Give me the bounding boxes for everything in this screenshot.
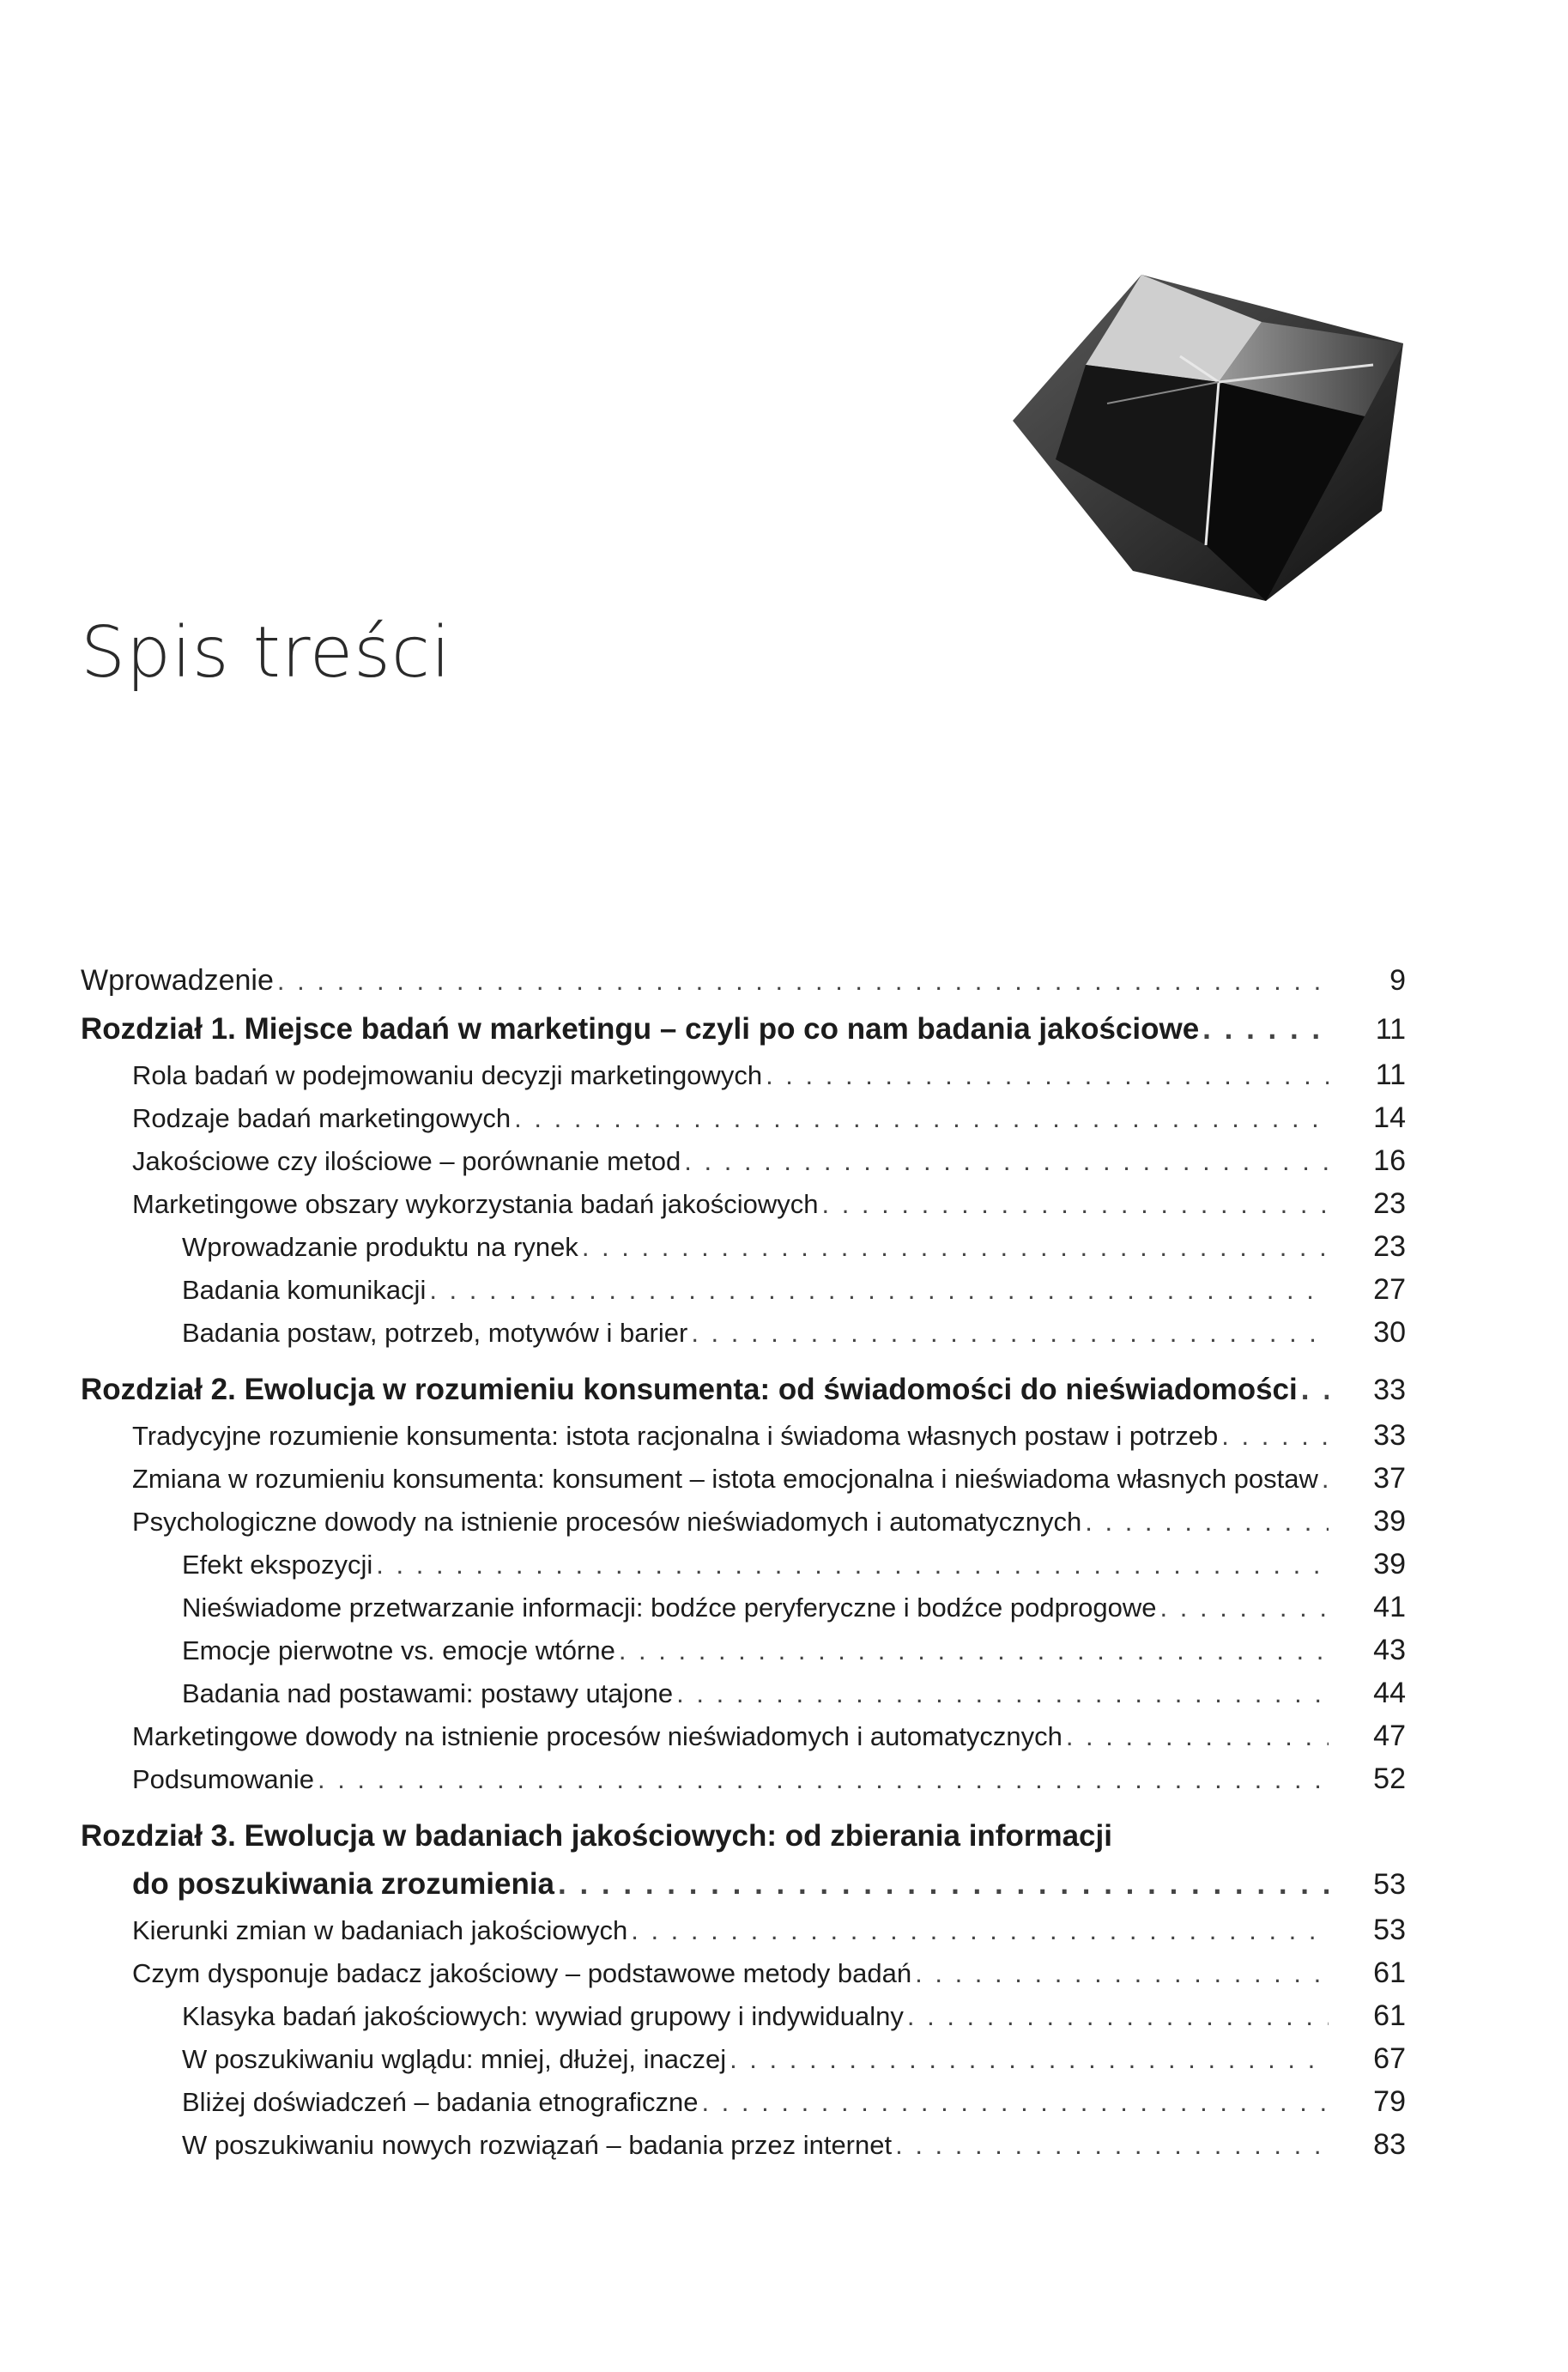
leader-dots <box>429 1269 1329 1312</box>
toc-entry-title: Badania postaw, potrzeb, motywów i barier <box>182 1318 688 1348</box>
toc-entry-title: Czym dysponuje badacz jakościowy – podstawowe metody badań <box>132 1958 912 1988</box>
chapter-3-title-line1[interactable]: Rozdział 3. Ewolucja w badaniach jakościowych: od zbierania informacji <box>81 1819 1112 1853</box>
leader-dots <box>631 1909 1329 1952</box>
leader-dots <box>619 1629 1329 1672</box>
toc-page-number: 23 <box>1373 1187 1406 1220</box>
toc-entry-title: Bliżej doświadczeń – badania etnograficzne <box>182 2087 699 2117</box>
toc-entry-title: Marketingowe dowody na istnienie procesów nieświadomych i automatycznych <box>132 1721 1062 1751</box>
leader-dots <box>730 2038 1329 2081</box>
toc-subentry[interactable] <box>81 1629 1406 1671</box>
toc-subentry[interactable] <box>81 1994 1406 2037</box>
toc-entry[interactable] <box>81 1500 1406 1543</box>
table-of-contents <box>81 959 1406 2166</box>
toc-subentry[interactable] <box>81 1225 1406 1268</box>
toc-entry[interactable] <box>81 1951 1406 1994</box>
toc-entry-title: Emocje pierwotne vs. emocje wtórne <box>182 1635 615 1665</box>
toc-entry[interactable] <box>81 1908 1406 1951</box>
toc-entry-title: Tradycyjne rozumienie konsumenta: istota racjonalna i świadoma własnych postaw i potrzeb <box>132 1421 1219 1451</box>
toc-page-number: 11 <box>1375 1059 1406 1091</box>
toc-page-number: 61 <box>1373 1956 1406 1989</box>
toc-subentry[interactable] <box>81 1671 1406 1714</box>
toc-chapter-2[interactable] <box>81 1366 1406 1414</box>
toc-entry[interactable] <box>81 1139 1406 1182</box>
toc-page-number: 53 <box>1373 1868 1406 1901</box>
toc-entry-title: Marketingowe obszary wykorzystania badań jakościowych <box>132 1189 819 1219</box>
toc-entry-title: Podsumowanie <box>132 1764 314 1794</box>
toc-entry[interactable] <box>81 1096 1406 1139</box>
toc-page-number: 83 <box>1373 2128 1406 2161</box>
toc-page-number: 67 <box>1373 2042 1406 2075</box>
toc-page-number: 43 <box>1373 1634 1406 1666</box>
leader-dots <box>582 1226 1329 1269</box>
toc-page-number: 41 <box>1373 1591 1406 1623</box>
leader-dots <box>558 1860 1329 1908</box>
toc-entry[interactable] <box>81 1053 1406 1096</box>
toc-subentry[interactable] <box>81 1586 1406 1629</box>
toc-entry-title: Jakościowe czy ilościowe – porównanie metod <box>132 1146 681 1176</box>
toc-entry-title: Wprowadzanie produktu na rynek <box>182 1232 578 1262</box>
leader-dots <box>376 1544 1329 1586</box>
leader-dots <box>766 1054 1329 1097</box>
toc-subentry[interactable] <box>81 2123 1406 2166</box>
chapter-title: do poszukiwania zrozumienia <box>132 1867 555 1901</box>
leader-dots <box>895 2124 1329 2167</box>
toc-page-number: 39 <box>1373 1505 1406 1538</box>
toc-page-number: 23 <box>1373 1230 1406 1263</box>
toc-page-number: 52 <box>1373 1762 1406 1795</box>
leader-dots <box>821 1183 1329 1226</box>
toc-page-number: 9 <box>1389 964 1406 997</box>
leader-dots <box>907 1995 1329 2038</box>
toc-page-number: 33 <box>1373 1374 1406 1406</box>
toc-subentry[interactable] <box>81 2037 1406 2080</box>
toc-page-number: 53 <box>1373 1914 1406 1946</box>
leader-dots <box>318 1758 1329 1801</box>
toc-entry-intro[interactable] <box>81 959 1406 1002</box>
leader-dots <box>915 1952 1329 1995</box>
leader-dots <box>514 1097 1329 1140</box>
leader-dots <box>684 1140 1329 1183</box>
toc-page-number: 27 <box>1373 1273 1406 1306</box>
leader-dots <box>1160 1586 1329 1629</box>
toc-entry-title: Kierunki zmian w badaniach jakościowych <box>132 1915 628 1945</box>
toc-entry-title: Zmiana w rozumieniu konsumenta: konsument – istota emocjonalna i nieświadoma własnych postaw <box>132 1464 1318 1494</box>
leader-dots <box>1085 1501 1329 1544</box>
toc-entry-title: Badania komunikacji <box>182 1275 427 1305</box>
toc-chapter-1[interactable] <box>81 1005 1406 1053</box>
toc-chapter-3[interactable] <box>81 1860 1406 1908</box>
leader-dots <box>1322 1458 1329 1501</box>
leader-dots <box>676 1672 1329 1715</box>
toc-page-number: 61 <box>1373 1999 1406 2032</box>
toc-entry-title: Rola badań w podejmowaniu decyzji marketingowych <box>132 1060 763 1090</box>
toc-entry-title: W poszukiwaniu nowych rozwiązań – badania przez internet <box>182 2130 893 2160</box>
toc-entry-title: Wprowadzenie <box>81 964 274 997</box>
toc-page-number: 37 <box>1373 1462 1406 1495</box>
leader-dots <box>1301 1366 1329 1414</box>
toc-page-number: 44 <box>1373 1677 1406 1709</box>
toc-page-number: 39 <box>1373 1548 1406 1580</box>
leader-dots <box>691 1312 1329 1355</box>
leader-dots <box>1202 1005 1329 1053</box>
page-title: Spis treści <box>81 612 451 694</box>
toc-page-number: 33 <box>1373 1419 1406 1452</box>
toc-subentry[interactable] <box>81 1311 1406 1354</box>
toc-entry[interactable] <box>81 1414 1406 1457</box>
toc-entry[interactable] <box>81 1714 1406 1757</box>
leader-dots <box>1066 1715 1329 1758</box>
toc-page-number: 79 <box>1373 2085 1406 2118</box>
toc-page-number: 14 <box>1373 1101 1406 1134</box>
toc-entry-title: Badania nad postawami: postawy utajone <box>182 1678 674 1708</box>
toc-entry-title: Rodzaje badań marketingowych <box>132 1103 512 1133</box>
leader-dots <box>277 960 1329 1003</box>
toc-entry-title: Nieświadome przetwarzanie informacji: bodźce peryferyczne i bodźce podprogowe <box>182 1592 1157 1623</box>
toc-page-number: 47 <box>1373 1720 1406 1752</box>
leader-dots <box>701 2081 1329 2124</box>
toc-page-number: 30 <box>1373 1316 1406 1349</box>
leader-dots <box>1221 1415 1329 1458</box>
toc-page-number: 11 <box>1375 1013 1406 1046</box>
toc-subentry[interactable] <box>81 1543 1406 1586</box>
toc-subentry[interactable] <box>81 1268 1406 1311</box>
toc-entry-title: W poszukiwaniu wglądu: mniej, dłużej, inaczej <box>182 2044 727 2074</box>
origami-illustration <box>1004 262 1416 622</box>
toc-entry[interactable] <box>81 1182 1406 1225</box>
toc-entry[interactable] <box>81 1457 1406 1500</box>
toc-page-number: 16 <box>1373 1144 1406 1177</box>
chapter-title: Rozdział 1. Miejsce badań w marketingu – czyli po co nam badania jakościowe <box>81 1012 1200 1046</box>
toc-entry-title: Efekt ekspozycji <box>182 1550 373 1580</box>
chapter-title: Rozdział 2. Ewolucja w rozumieniu konsumenta: od świadomości do nieświadomości <box>81 1373 1298 1406</box>
toc-entry-title: Psychologiczne dowody na istnienie procesów nieświadomych i automatycznych <box>132 1507 1082 1537</box>
toc-subentry[interactable] <box>81 2080 1406 2123</box>
toc-entry[interactable] <box>81 1757 1406 1800</box>
toc-entry-title: Klasyka badań jakościowych: wywiad grupowy i indywidualny <box>182 2001 904 2031</box>
